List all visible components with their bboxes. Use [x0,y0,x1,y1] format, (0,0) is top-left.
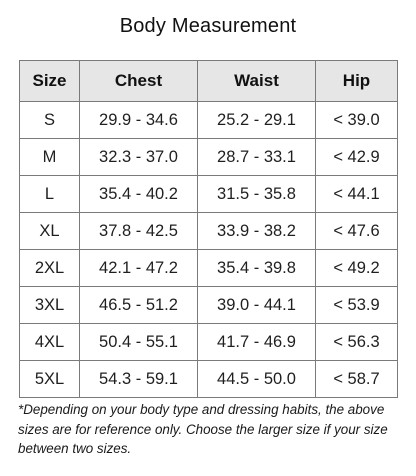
table-row [20,324,398,361]
chest-cell: 37.8 - 42.5 [80,213,198,250]
waist-cell: 35.4 - 39.8 [198,250,316,287]
reference-note: *Depending on your body type and dressing habits, the above sizes are for reference only. Choose the larger size if your size between two sizes. [18,402,388,456]
table-row [20,250,398,287]
table-header [20,61,398,102]
size-cell: M [20,139,80,176]
table-row [20,102,398,139]
header-row [20,61,398,102]
waist-cell: 44.5 - 50.0 [198,361,316,398]
hip-cell: < 49.2 [316,250,398,287]
table-row [20,213,398,250]
size-table [19,60,398,398]
hip-cell: < 44.1 [316,176,398,213]
hip-cell: < 39.0 [316,102,398,139]
hip-cell: < 58.7 [316,361,398,398]
size-cell: 4XL [20,324,80,361]
chest-cell: 50.4 - 55.1 [80,324,198,361]
hip-cell: < 47.6 [316,213,398,250]
waist-cell: 41.7 - 46.9 [198,324,316,361]
chart-title: Body Measurement [119,15,297,37]
waist-cell: 28.7 - 33.1 [198,139,316,176]
header-chest: Chest [80,61,198,102]
waist-cell: 25.2 - 29.1 [198,102,316,139]
chest-cell: 42.1 - 47.2 [80,250,198,287]
table-row [20,361,398,398]
chest-cell: 35.4 - 40.2 [80,176,198,213]
hip-cell: < 56.3 [316,324,398,361]
size-cell: 5XL [20,361,80,398]
table-row [20,139,398,176]
header-hip: Hip [316,61,398,102]
chest-cell: 32.3 - 37.0 [80,139,198,176]
header-waist: Waist [198,61,316,102]
hip-cell: < 53.9 [316,287,398,324]
table-row [20,287,398,324]
chest-cell: 46.5 - 51.2 [80,287,198,324]
header-size: Size [20,61,80,102]
size-cell: 3XL [20,287,80,324]
table-row [20,176,398,213]
size-cell: L [20,176,80,213]
waist-cell: 33.9 - 38.2 [198,213,316,250]
chest-cell: 54.3 - 59.1 [80,361,198,398]
table-body [20,102,398,398]
waist-cell: 31.5 - 35.8 [198,176,316,213]
size-cell: S [20,102,80,139]
waist-cell: 39.0 - 44.1 [198,287,316,324]
chest-cell: 29.9 - 34.6 [80,102,198,139]
hip-cell: < 42.9 [316,139,398,176]
size-cell: XL [20,213,80,250]
size-cell: 2XL [20,250,80,287]
